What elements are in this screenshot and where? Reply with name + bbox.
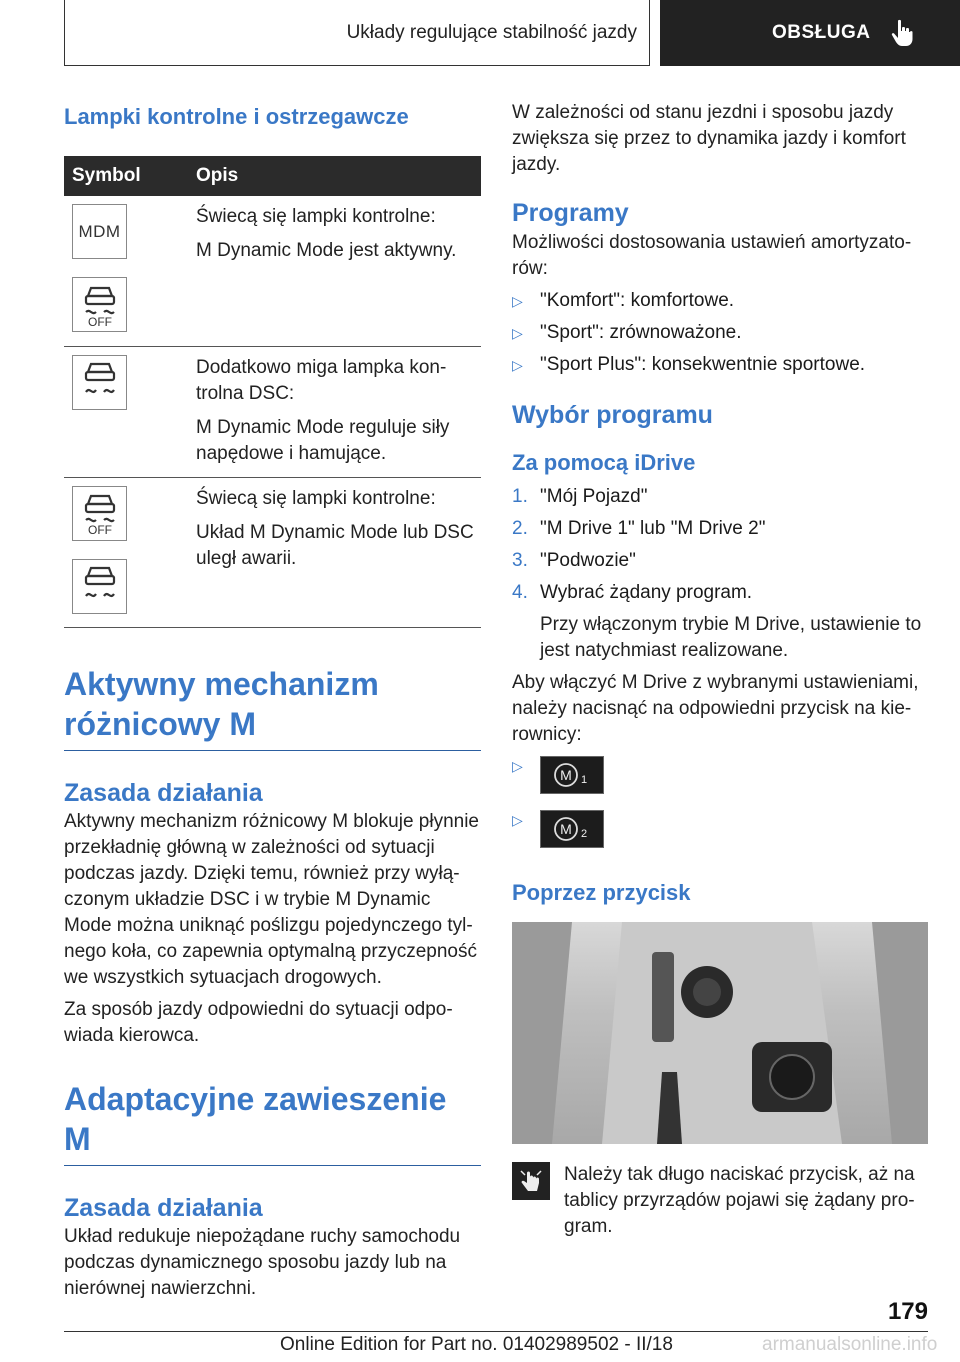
dsc-off-icon [72, 277, 127, 332]
mdm-icon: MDM [72, 204, 127, 259]
step4-note: Przy włączonym trybie M Drive, ustawienie to jest natychmiast realizowane. [540, 614, 922, 661]
buttons-intro: Aby włączyć M Drive z wybranymi ustawieniami, należy nacisnąć na odpowiedni przycisk na kierownicy: [512, 672, 919, 745]
susp-heading: Adaptacyjne zawieszenie M [64, 1080, 447, 1157]
m1-button-icon [540, 756, 604, 794]
right-column [512, 100, 928, 1240]
steps-list [512, 484, 928, 606]
center-console-photo [512, 922, 928, 1144]
section-title: Układy regulujące stabilność jazdy [346, 21, 637, 43]
svg-text:M: M [560, 767, 572, 783]
chapter-tab [660, 0, 960, 66]
programs-heading: Programy [512, 199, 629, 227]
list-item [512, 810, 928, 848]
row2-line2: M Dynamic Mode reguluje siły napędowe i hamujące. [196, 416, 450, 464]
press-note-block [512, 1162, 928, 1240]
left-column [64, 100, 481, 1302]
diff-heading: Aktywny mechanizm różnicowy M [64, 665, 379, 742]
row1-line2: M Dynamic Mode jest aktywny. [196, 240, 457, 261]
svg-text:M: M [560, 821, 572, 837]
list-item: 3. "Podwozie" [512, 550, 636, 571]
page-header [64, 0, 960, 66]
triangle-bullet-icon: ▷ [512, 293, 523, 309]
diff-rule [64, 750, 481, 751]
table-row [64, 346, 481, 477]
dsc-icon [72, 355, 127, 410]
diff-principle-heading: Zasada działania [64, 778, 263, 807]
section-title-box [64, 0, 650, 66]
intro-paragraph: W zależności od stanu jezdni i sposobu jazdy zwiększa się przez to dynamika jazdy i komfort jazdy. [512, 102, 906, 175]
chapter-label: OBSŁUGA [772, 22, 871, 43]
button-heading: Poprzez przycisk [512, 880, 691, 905]
triangle-bullet-icon: ▷ [512, 357, 523, 373]
table-row [64, 196, 481, 346]
col-symbol-header: Symbol [64, 156, 186, 196]
press-note: Należy tak długo naciskać przycisk, aż na tablicy przyrządów pojawi się żądany program. [564, 1164, 915, 1237]
susp-rule [64, 1165, 481, 1166]
m2-button-icon [540, 810, 604, 848]
list-item: ▷ "Komfort": komfortowe. [512, 288, 928, 314]
list-item: 2. "M Drive 1" lub "M Drive 2" [512, 518, 766, 539]
diff-paragraph-2: Za sposób jazdy odpowiedni do sytuacji odpowiada kierowca. [64, 998, 453, 1046]
list-item [512, 756, 928, 794]
idrive-heading: Za pomocą iDrive [512, 450, 696, 475]
svg-text:OFF: OFF [87, 523, 112, 536]
list-item: 1. "Mój Pojazd" [512, 486, 648, 507]
row1-line1: Świecą się lampki kontrolne: [196, 206, 436, 227]
triangle-bullet-icon: ▷ [512, 758, 523, 774]
dsc-icon [72, 559, 127, 614]
svg-text:OFF: OFF [87, 314, 112, 328]
table-header-row [64, 156, 481, 196]
indicator-table [64, 156, 481, 628]
page-number: 179 [887, 1298, 928, 1325]
row2-line1: Dodatkowo miga lampka kontrolna DSC: [196, 356, 447, 404]
footer-rule [64, 1331, 928, 1332]
hand-pointer-icon [891, 19, 913, 47]
dsc-off-icon [72, 486, 127, 541]
list-item: 4. Wybrać żądany program. [512, 582, 753, 603]
row3-line1: Świecą się lampki kontrolne: [196, 487, 436, 509]
programs-intro: Możliwości dostosowania ustawień amortyzatorów: [512, 232, 912, 279]
row3-line2: Układ M Dynamic Mode lub DSC uległ awarii. [196, 521, 474, 569]
edition-text: Online Edition for Part no. 01402989502 - II/18 [280, 1334, 673, 1355]
choose-heading: Wybór programu [512, 401, 713, 429]
svg-text:2: 2 [580, 828, 588, 840]
lamps-heading: Lampki kontrolne i ostrzegawcze [64, 104, 409, 129]
diff-paragraph-1: Aktywny mechanizm różnicowy M blokuje płynnie przekładnię główną w zależności od sytuacji podczas jazdy. Dzięki temu, również przy wyłączonym układzie DSC i w trybie M Dynamic Mode można uniknąć poślizgu pojedynczego tylnego koła, co zapewnia optymalną przyczepność we wszystkich sytuacjach drogowych. [64, 810, 479, 988]
list-item: ▷ "Sport": zrównoważone. [512, 320, 928, 346]
programs-list [512, 288, 928, 378]
hint-icon [512, 1162, 550, 1200]
triangle-bullet-icon: ▷ [512, 325, 523, 341]
list-item: ▷ "Sport Plus": konsekwentnie sportowe. [512, 352, 928, 378]
watermark-text: armanualsonline.info [762, 1334, 938, 1355]
col-desc-header: Opis [186, 156, 481, 196]
svg-text:1: 1 [580, 774, 588, 786]
triangle-bullet-icon: ▷ [512, 812, 523, 828]
table-row [64, 477, 481, 627]
susp-paragraph: Układ redukuje niepożądane ruchy samochodu podczas dynamicznego sposobu jazdy lub na nierównej nawierzchni. [64, 1225, 461, 1299]
susp-principle-heading: Zasada działania [64, 1193, 263, 1222]
